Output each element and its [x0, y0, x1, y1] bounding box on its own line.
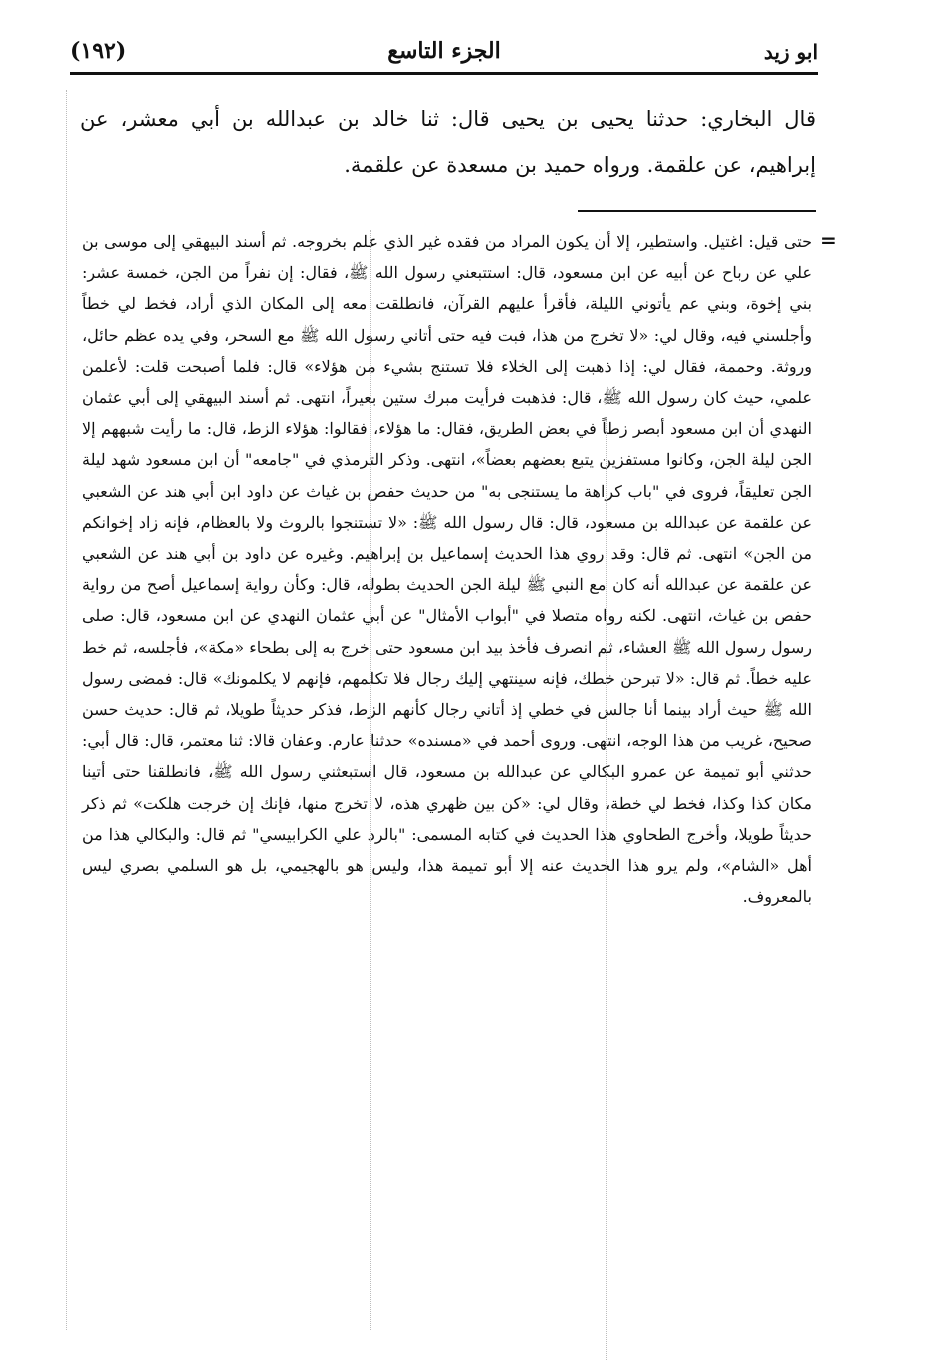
running-title: الجزء التاسع	[387, 38, 501, 64]
main-paragraph: قال البخاري: حدثنا يحيى بن يحيى قال: ثنا خالد بن عبدالله بن أبي معشر، عن إبراهيم، عن علقمة. ورواه حميد بن مسعدة عن علقمة.	[80, 107, 816, 177]
scan-guide-line	[606, 420, 607, 1360]
footnote-separator	[578, 210, 816, 212]
scan-guide-line	[370, 230, 371, 1330]
page-number: (١٩٢)	[70, 38, 127, 64]
scan-guide-line	[66, 90, 67, 1330]
page-header	[70, 36, 818, 76]
header-rule	[70, 72, 818, 75]
footnote-paragraph: حتى قيل: اغتيل. واستطير، إلا أن يكون المراد من فقده غير الذي علم بخروجه. ثم أسند البيهقي إلى موسى بن علي عن رباح عن أبيه عن ابن مسعود، قال: استتبعني رسول الله ﷺ، فقال: إن نفراً من الجن، خمسة عشر: بني إخوة، وبني عم يأتوني الليلة، فأقرأ عليهم القرآن، فانطلقت معه إلى المكان الذي أراد، فخط لي خطاً وأجلسني فيه، وقال لي: «لا تخرج من هذا، فبت فيه حتى أتاني رسول الله ﷺ مع السحر، وفي يده عظم حائل، وروثة. وحممة، فقال لي: إذا ذهبت إلى الخلاء فلا تستنج بشيء من هؤلاء» قال: فلما أصبحت قلت: لأعلمن علمي، حيث كان رسول الله ﷺ، قال: فذهبت فرأيت مبرك ستين بعيراً، انتهى. ثم أسند البيهقي إلى أبي عثمان النهدي أن ابن مسعود أبصر زطاً في بعض الطريق، فقال: ما هؤلاء، فقالوا: هؤلاء الزط، قال: ما رأيت شبههم إلا الجن ليلة الجن، وكانوا مستفزين يتبع بعضهم بعضاً»، انتهى. وذكر الترمذي في "جامعه" أن ابن مسعود شهد ليلة الجن تعليقاً، فروى في "باب كراهة ما يستنجى به" من حديث حفص بن غياث عن داود ابن أبي هند عن الشعبي عن علقمة عن عبدالله بن مسعود، قال: قال رسول الله ﷺ: «لا تستنجوا بالروث ولا بالعظام، فإنه زاد إخوانكم من الجن» انتهى. ثم قال: وقد روي هذا الحديث إسماعيل بن إبراهيم. وغيره عن داود بن أبي هند عن الشعبي عن علقمة عن عبدالله أنه كان مع النبي ﷺ ليلة الجن الحديث بطوله، قال: وكأن رواية إسماعيل أصح من رواية حفص بن غياث، انتهى. لكنه رواه متصلا في "أبواب الأمثال" عن أبي عثمان النهدي عن ابن مسعود، قال: صلى رسول رسول الله ﷺ العشاء، ثم انصرف فأخذ بيد ابن مسعود حتى خرج به إلى بطحاء «مكة»، فأجلسه، ثم خط عليه خطاً. ثم قال: «لا تبرحن خطك، فإنه سينتهي إليك رجال فلا تكلمهم، فإنهم لا يكلمونك» قال: فمضى رسول الله ﷺ حيث أراد بينما أنا جالس في خطي إذ أتاني رجال كأنهم الزط، فذكر حديثاً طويلا، ثم قال: حديث حسن صحيح، غريب من هذا الوجه، انتهى. وروى أحمد في «مسنده» حدثنا عارم. وعفان قالا: ثنا معتمر، قال: قال أبي: حدثني أبو تميمة عن عمرو البكالي عن عبدالله بن مسعود، قال استبعثني رسول الله ﷺ، فانطلقنا حتى أتينا مكان كذا وكذا، فخط لي خطة، وقال لي: «كن بين ظهري هذه، لا تخرج منها، فإنك إن خرجت هلكت» ثم ذكر حديثاً طويلا، وأخرج الطحاوي هذا الحديث في كتابه المسمى: "بالرد علي الكرابيسي" ثم قال: والبكالي هذا من أهل «الشام»، ولم يرو هذا الحديث عنه إلا أبو تميمة هذا، وليس هو بالهجيمي، بل هو السلمي بصري ليس بالمعروف.	[82, 232, 813, 907]
footnote-continuation-marker: =	[820, 228, 837, 252]
running-author: ابو زيد	[763, 40, 818, 64]
